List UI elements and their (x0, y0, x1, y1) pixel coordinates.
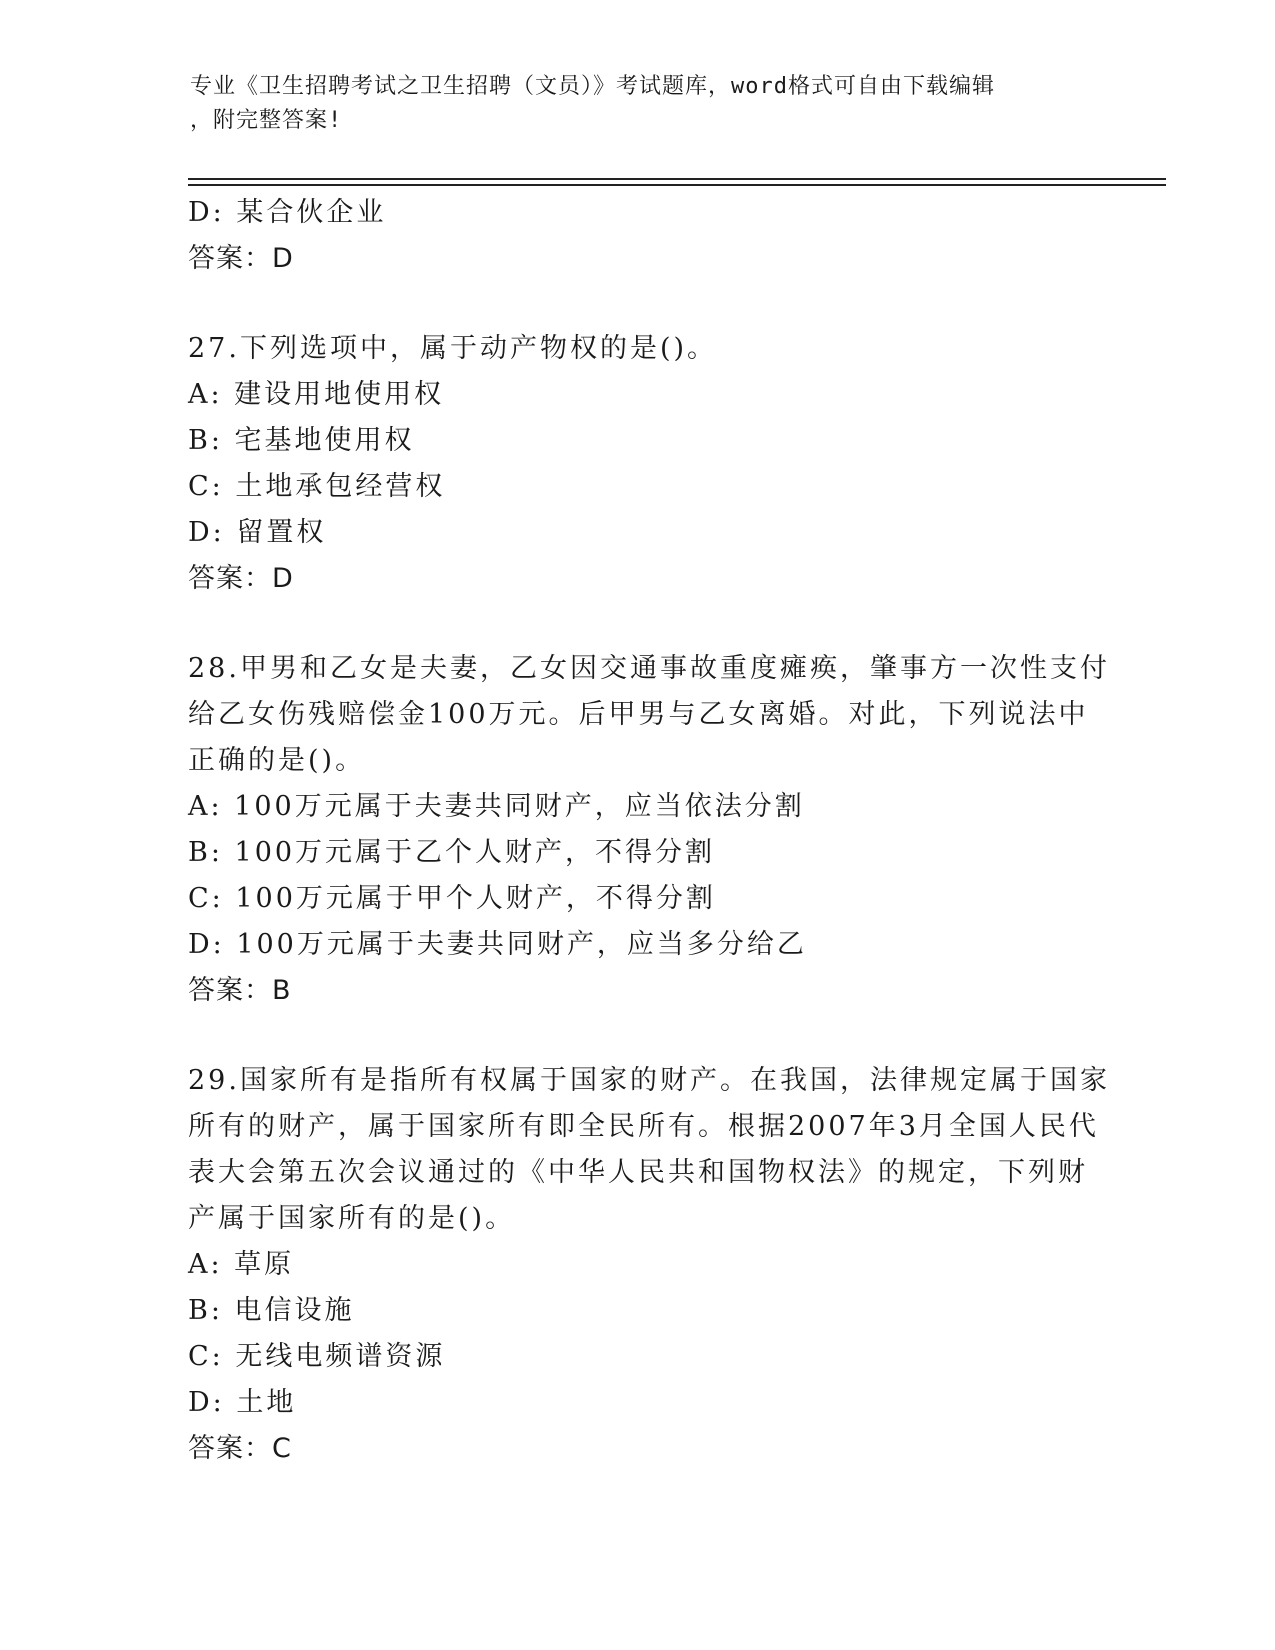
q27-stem-line: 27.下列选项中，属于动产物权的是()。 (188, 333, 718, 364)
q29-stem-line-1: 29.国家所有是指所有权属于国家的财产。在我国，法律规定属于国家 (188, 1065, 1110, 1096)
q29-option-a: A: 草原 (188, 1249, 295, 1280)
header-line-1: 专业《卫生招聘考试之卫生招聘（文员）》考试题库，word格式可自由下载编辑 (190, 74, 995, 99)
q28-option-d: D: 100万元属于夫妻共同财产，应当多分给乙 (188, 929, 807, 960)
q28-stem-line-1: 28.甲男和乙女是夫妻，乙女因交通事故重度瘫痪，肇事方一次性支付 (188, 653, 1110, 684)
q29-option-b: B: 电信设施 (188, 1295, 355, 1326)
q27-answer: 答案：D (188, 563, 294, 594)
question-29 (188, 1058, 1110, 1472)
q28-option-a: A: 100万元属于夫妻共同财产，应当依法分割 (188, 791, 805, 822)
question-28 (188, 646, 1110, 1014)
spacer (188, 1014, 1088, 1058)
q27-option-a: A: 建设用地使用权 (188, 379, 445, 410)
page-header (190, 70, 1080, 138)
q28-answer: 答案：B (188, 975, 292, 1006)
q28-option-c: C: 100万元属于甲个人财产，不得分割 (188, 883, 716, 914)
q28-stem-line-3: 正确的是()。 (188, 745, 366, 776)
q29-answer: 答案：C (188, 1433, 292, 1464)
question-27 (188, 326, 1088, 602)
question-26-tail (188, 190, 1088, 282)
q26-option-d: D: 某合伙企业 (188, 197, 387, 228)
q27-option-d: D: 留置权 (188, 517, 327, 548)
question-list (188, 190, 1110, 1472)
q29-option-c: C: 无线电频谱资源 (188, 1341, 446, 1372)
q29-stem-line-3: 表大会第五次会议通过的《中华人民共和国物权法》的规定，下列财 (188, 1157, 1088, 1188)
q28-stem-line-2: 给乙女伤残赔偿金100万元。后甲男与乙女离婚。对此，下列说法中 (188, 699, 1089, 730)
header-rule-top (188, 178, 1166, 180)
q27-option-c: C: 土地承包经营权 (188, 471, 446, 502)
q28-option-b: B: 100万元属于乙个人财产，不得分割 (188, 837, 716, 868)
spacer (188, 282, 1088, 326)
q29-stem-line-2: 所有的财产，属于国家所有即全民所有。根据2007年3月全国人民代 (188, 1111, 1099, 1142)
q26-answer: 答案：D (188, 243, 294, 274)
q29-stem-line-4: 产属于国家所有的是()。 (188, 1203, 516, 1234)
q29-option-d: D: 土地 (188, 1387, 297, 1418)
spacer (188, 602, 1088, 646)
header-line-2: ，附完整答案! (190, 108, 343, 133)
header-rule-bottom (188, 184, 1166, 186)
q27-option-b: B: 宅基地使用权 (188, 425, 415, 456)
